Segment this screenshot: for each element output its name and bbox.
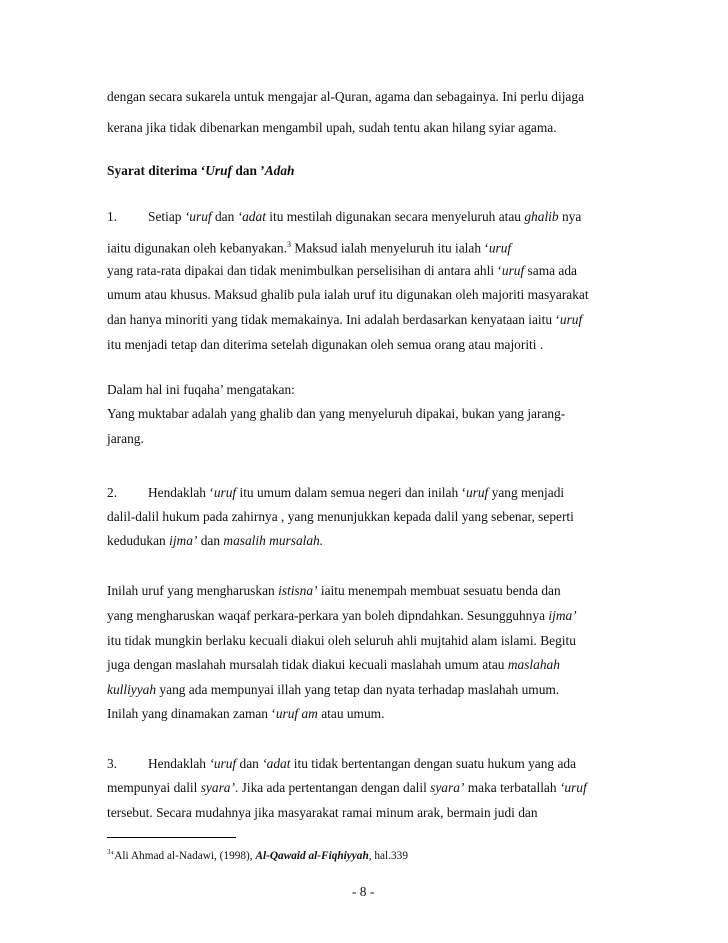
text-line: kerana jika tidak dibenarkan mengambil upah, sudah tentu akan hilang syiar agama. (107, 120, 557, 135)
text-line: Inilah yang dinamakan zaman ‘uruf am atau umum. (107, 706, 385, 721)
text-line: Yang muktabar adalah yang ghalib dan yang menyeluruh dipakai, bukan yang jarang- (107, 406, 566, 421)
numbered-paragraph-1: 1. Setiap ‘uruf dan ‘adat itu mestilah digunakan secara menyeluruh atau ghalib nya (107, 209, 582, 224)
text-line: dalil-dalil hukum pada zahirnya , yang menunjukkan kepada dalil yang sebenar, seperti (107, 509, 574, 524)
text-line: iaitu digunakan oleh kebanyakan.$^3$ Maksud ialah menyeluruh itu ialah ‘uruf (107, 240, 512, 256)
footnote-divider (107, 837, 236, 838)
text-line: yang mengharuskan waqaf perkara-perkara yan boleh dipndahkan. Sesungguhnya ijma’ (107, 608, 577, 623)
numbered-paragraph-2: 2. Hendaklah ‘uruf itu umum dalam semua negeri dan inilah ‘uruf yang menjadi (107, 485, 565, 500)
footnote-ref[interactable]: 3 (286, 240, 291, 249)
text-line: itu tidak mungkin berlaku kecuali diakui oleh seluruh ahli mujtahid alam islami. Begitu (107, 633, 576, 648)
text-line: kulliyyah yang ada mempunyai illah yang tetap dan nyata terhadap maslahah umum. (107, 682, 560, 697)
footnote: $^3$‘Ali Ahmad al-Nadawi, (1998), Al-Qawaid al-Fiqhiyyah, hal.339 (107, 848, 408, 862)
page-number: - 8 - (352, 884, 375, 899)
text-line: juga dengan maslahah mursalah tidak diakui kecuali maslahah umum atau maslahah (107, 657, 560, 672)
text-line: Inilah uruf yang mengharuskan istisna’ iaitu menempah membuat sesuatu benda dan (107, 583, 561, 598)
text-line: yang rata-rata dipakai dan tidak menimbulkan perselisihan di antara ahli ‘uruf sama ada (107, 263, 577, 278)
text-line: tersebut. Secara mudahnya jika masyarakat ramai minum arak, bermain judi dan (107, 805, 538, 820)
text-line: mempunyai dalil syara’. Jika ada pertentangan dengan dalil syara’ maka terbatallah ‘uruf (107, 780, 587, 795)
numbered-paragraph-3: 3. Hendaklah ‘uruf dan ‘adat itu tidak bertentangan dengan suatu hukum yang ada (107, 756, 577, 771)
text-line: Dalam hal ini fuqaha’ mengatakan: (107, 382, 295, 397)
text-line: kedudukan ijma’ dan masalih mursalah. (107, 533, 324, 548)
item-number: 3. (107, 756, 118, 771)
text-line: itu menjadi tetap dan diterima setelah digunakan oleh semua orang atau majoriti . (107, 337, 544, 352)
section-heading: Syarat diterima ‘Uruf dan ’Adah (107, 163, 295, 178)
text-line: jarang. (107, 431, 144, 446)
text-line: dan hanya minoriti yang tidak memakainya. Ini adalah berdasarkan kenyataan iaitu ‘uruf (107, 312, 583, 327)
item-number: 2. (107, 485, 118, 500)
text-line: dengan secara sukarela untuk mengajar al-Quran, agama dan sebagainya. Ini perlu dijaga (107, 89, 585, 104)
item-number: 1. (107, 209, 118, 224)
text-line: umum atau khusus. Maksud ghalib pula ialah uruf itu digunakan oleh majoriti masyarakat (107, 287, 589, 302)
